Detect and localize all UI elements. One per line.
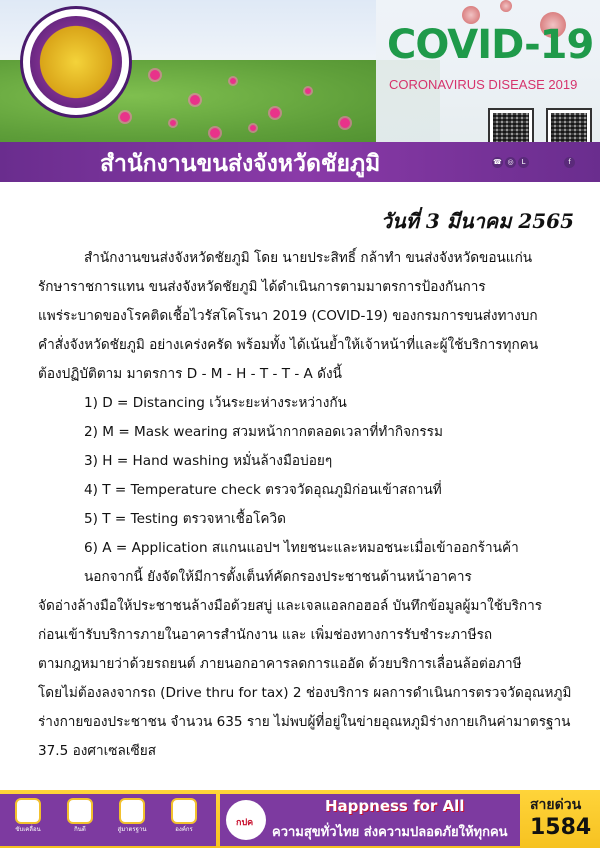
office-title: สำนักงานขนส่งจังหวัดชัยภูมิ — [100, 151, 381, 177]
happiness-slogan: Happness for All — [325, 797, 465, 815]
phone-icon: ☎ — [493, 158, 502, 166]
body-line: ตามกฎหมายว่าด้วยรถยนต์ ภายนอกอาคารลดการแออัด ด้วยบริการเลื่อนล้อต่อภาษี — [38, 656, 522, 672]
facebook-icons — [564, 157, 575, 169]
flower-icon — [120, 112, 130, 122]
flower-icon — [230, 78, 236, 84]
body-line: รักษาราชการแทน ขนส่งจังหวัดชัยภูมิ ได้ดำเนินการตามมาตรการป้องกันการ — [38, 279, 486, 295]
line-icon: L — [518, 157, 529, 168]
org-badge: ขับเคลื่อน — [6, 798, 50, 842]
social-icons — [492, 157, 529, 169]
drive-icon — [15, 798, 41, 824]
body-line: นอกจากนี้ ยังจัดให้มีการตั้งเต็นท์คัดกรองประชาชนด้านหน้าอาคาร — [84, 569, 472, 585]
body-line: โดยไม่ต้องลงจากรถ (Drive thru for tax) 2 ช่องบริการ ผลการดำเนินการตรวจวัดอุณหภูมิ — [38, 685, 572, 701]
flower-icon — [210, 128, 220, 138]
organization-icon — [171, 798, 197, 824]
measure-item: 2) M = Mask wearing สวมหน้ากากตลอดเวลาที่ทำกิจกรรม — [84, 424, 443, 440]
body-line: ต้องปฏิบัติตาม มาตรการ D - M - H - T - T - A ดังนี้ — [38, 366, 342, 382]
org-badge: สู่มาตรฐาน — [110, 798, 154, 842]
standard-icon — [119, 798, 145, 824]
hotline-number[interactable]: 1584 — [530, 815, 592, 840]
measure-item: 3) H = Hand washing หมั่นล้างมือบ่อยๆ — [84, 453, 333, 469]
body-line: แพร่ระบาดของโรคติดเชื้อไวรัสโคโรนา 2019 (COVID-19) ของกรมการขนส่งทางบก — [38, 308, 538, 324]
safety-slogan: ความสุขทั่วไทย ส่งความปลอดภัยให้ทุกคน — [272, 825, 508, 840]
measure-item: 5) T = Testing ตรวจหาเชื้อโควิด — [84, 511, 286, 527]
body-line: สำนักงานขนส่งจังหวัดชัยภูมิ โดย นายประสิทธิ์ กล้าทำ ขนส่งจังหวัดขอนแก่น — [84, 250, 533, 266]
body-line: ร่างกายของประชาชน จำนวน 635 ราย ไม่พบผู้ที่อยู่ในข่ายอุณหภูมิร่างกายเกินค่ามาตรฐาน — [38, 714, 571, 730]
flower-icon — [150, 70, 160, 80]
org-badge: องค์กร — [162, 798, 206, 842]
body-line: 37.5 องศาเซลเซียส — [38, 743, 156, 759]
virus-icon — [500, 0, 512, 12]
body-line: จัดอ่างล้างมือให้ประชาชนล้างมือด้วยสบู่ และเจลแอลกอฮอล์ บันทึกข้อมูลผู้มาใช้บริการ — [38, 598, 543, 614]
flower-icon — [250, 125, 256, 131]
department-logo — [20, 6, 132, 118]
flower-icon — [270, 108, 280, 118]
flower-icon — [305, 88, 311, 94]
covid-title: COVID-19 — [387, 22, 594, 68]
flower-icon — [170, 120, 176, 126]
body-line: คำสั่งจังหวัดชัยภูมิ อย่างเคร่งครัด พร้อมทั้ง ได้เน้นย้ำให้เจ้าหน้าที่และผู้ใช้บริการทุกคน — [38, 337, 539, 353]
body-line: ก่อนเข้ารับบริการภายในอาคารสำนักงาน และ เพิ่มช่องทางการรับชำระภาษีรถ — [38, 627, 493, 643]
measure-item: 4) T = Temperature check ตรวจวัดอุณภูมิก่อนเข้าสถานที่ — [84, 482, 442, 498]
measure-item: 1) D = Distancing เว้นระยะห่างระหว่างกัน — [84, 395, 347, 411]
covid-subtitle: CORONAVIRUS DISEASE 2019 — [389, 77, 578, 92]
food-icon — [67, 798, 93, 824]
flower-icon — [190, 95, 200, 105]
measure-item: 6) A = Application สแกนแอปฯ ไทยชนะและหมอชนะเมื่อเข้าออกร้านค้า — [84, 540, 519, 556]
facebook-icon: f — [564, 157, 575, 168]
hotline-label: สายด่วน — [530, 797, 582, 813]
kp-label: กปค — [236, 818, 254, 828]
org-badge: กินดี — [58, 798, 102, 842]
article-body — [38, 244, 578, 766]
release-date: วันที่ 3 มีนาคม 2565 — [380, 209, 574, 233]
flower-icon — [340, 118, 350, 128]
globe-icon: ◎ — [505, 157, 516, 168]
